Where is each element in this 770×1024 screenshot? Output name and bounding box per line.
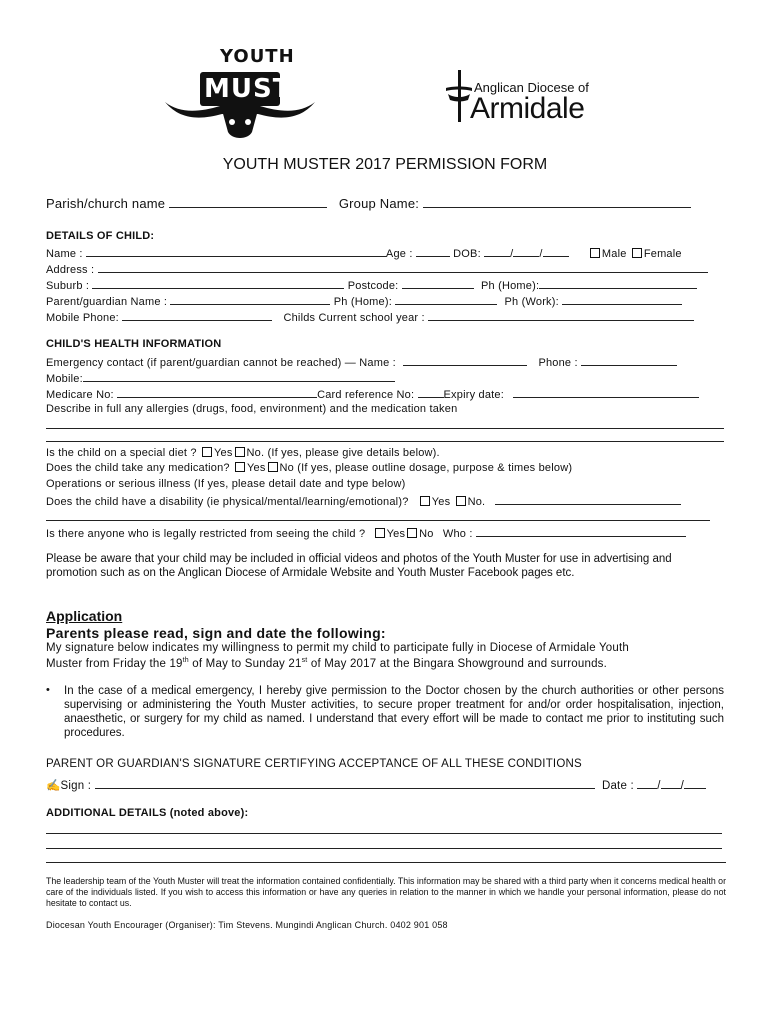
allergies-label: Describe in full any allergies (drugs, food, environment) and the medication taken	[46, 403, 458, 415]
additional-line-1[interactable]	[46, 833, 722, 834]
privacy-notice: The leadership team of the Youth Muster will treat the information contained confidentially. This information may be shared with a third party when it concerns medical health or care of the individuals listed. If you wish to access this information or have any queries in relation to the manner in which we handle your personal information, please do not hesitate to contact us.	[46, 876, 726, 908]
parish-field[interactable]	[169, 197, 327, 208]
application-p1: My signature below indicates my willingness to permit my child to participate fully in Diocese of Armidale Youth	[46, 642, 629, 654]
logo-text-youth: YOUTH	[220, 46, 295, 67]
emergency-mobile-field[interactable]	[83, 371, 395, 382]
disability-field[interactable]	[495, 494, 681, 505]
date-label: Date :	[601, 780, 634, 792]
age-label: Age :	[385, 248, 413, 260]
medicare-label: Medicare No:	[46, 389, 114, 401]
medication-yes-checkbox[interactable]	[235, 462, 245, 472]
address-row	[46, 262, 708, 276]
medication-yes-label: Yes	[246, 462, 266, 474]
restricted-no-checkbox[interactable]	[407, 528, 417, 538]
parent-ph-home-label: Ph (Home):	[333, 296, 392, 308]
medication-row	[46, 462, 572, 474]
diet-tail: (If yes, please give details below).	[267, 447, 440, 459]
ph-work-label: Ph (Work):	[504, 296, 559, 308]
ph-home-label: Ph (Home):	[480, 280, 540, 292]
additional-heading: ADDITIONAL DETAILS (noted above):	[46, 807, 249, 819]
emergency-mobile-label: Mobile:	[46, 373, 83, 385]
emergency-phone-field[interactable]	[581, 355, 677, 366]
suburb-label: Suburb :	[46, 280, 90, 292]
who-field[interactable]	[476, 526, 686, 537]
suburb-row	[46, 278, 697, 292]
medication-question: Does the child take any medication?	[46, 462, 230, 474]
group-label: Group Name:	[338, 196, 420, 211]
restricted-yes-label: Yes	[386, 528, 406, 540]
disability-no-checkbox[interactable]	[456, 496, 466, 506]
disability-yes-checkbox[interactable]	[420, 496, 430, 506]
address-field[interactable]	[98, 262, 708, 273]
allergies-line-2[interactable]	[46, 441, 724, 442]
diet-yes-checkbox[interactable]	[202, 447, 212, 457]
logo-text-muster: MUSTER	[204, 74, 332, 104]
application-p2	[46, 657, 607, 670]
disability-line-2[interactable]	[46, 520, 710, 521]
signature-field[interactable]	[95, 778, 595, 789]
organiser-contact: Diocesan Youth Encourager (Organiser): Tim Stevens. Mungindi Anglican Church. 0402 901 058	[46, 920, 448, 930]
ph-home-field[interactable]	[539, 278, 697, 289]
card-ref-label: Card reference No:	[317, 389, 415, 401]
restricted-yes-checkbox[interactable]	[375, 528, 385, 538]
dob-year-field[interactable]	[543, 246, 569, 257]
parent-field[interactable]	[170, 294, 330, 305]
mobile-field[interactable]	[122, 310, 272, 321]
expiry-label: Expiry date:	[443, 389, 504, 401]
youth-muster-logo	[160, 40, 332, 145]
application-p2-sup1: th	[182, 657, 189, 664]
restricted-question: Is there anyone who is legally restricted from seeing the child ?	[46, 528, 366, 540]
emergency-mobile-row	[46, 371, 395, 385]
parish-label: Parish/church name	[46, 196, 166, 211]
name-label: Name :	[46, 248, 83, 260]
parent-label: Parent/guardian Name :	[46, 296, 168, 308]
medication-no-checkbox[interactable]	[268, 462, 278, 472]
parent-row	[46, 294, 682, 308]
emergency-row	[46, 355, 677, 369]
media-notice: Please be aware that your child may be included in official videos and photos of the Youth Muster for use in advertising and promotion such as on the Anglican Diocese of Armidale Website and Youth Muster Facebook pages etc.	[46, 553, 672, 579]
medication-tail: (If yes, please outline dosage, purpose & times below)	[297, 462, 573, 474]
disability-row	[46, 494, 681, 508]
diet-question: Is the child on a special diet ?	[46, 447, 197, 459]
pen-icon: ✍	[46, 780, 61, 792]
emergency-phone-label: Phone :	[538, 357, 578, 369]
date-day-field[interactable]	[637, 778, 657, 789]
sign-label: Sign :	[60, 780, 92, 792]
diet-no-label: No.	[246, 447, 265, 459]
medicare-field[interactable]	[117, 387, 317, 398]
male-checkbox[interactable]	[590, 248, 600, 258]
bullet-icon: •	[46, 684, 50, 696]
additional-line-2[interactable]	[46, 848, 722, 849]
diocese-subtitle: Anglican Diocese of	[474, 80, 589, 95]
signature-heading: PARENT OR GUARDIAN'S SIGNATURE CERTIFYING ACCEPTANCE OF ALL THESE CONDITIONS	[46, 758, 582, 770]
diet-yes-label: Yes	[213, 447, 233, 459]
application-subheading: Parents please read, sign and date the following:	[46, 625, 386, 641]
operations-row: Operations or serious illness (If yes, please detail date and type below)	[46, 478, 406, 490]
date-month-field[interactable]	[661, 778, 681, 789]
ph-work-field[interactable]	[562, 294, 682, 305]
address-label: Address :	[46, 264, 95, 276]
female-label: Female	[643, 248, 682, 260]
disability-question: Does the child have a disability (ie physical/mental/learning/emotional)?	[46, 496, 409, 508]
restricted-row	[46, 526, 686, 540]
suburb-field[interactable]	[92, 278, 344, 289]
diet-no-checkbox[interactable]	[235, 447, 245, 457]
card-ref-field[interactable]	[418, 387, 444, 398]
date-year-field[interactable]	[684, 778, 706, 789]
application-p2-part1: Muster from Friday the 19	[46, 657, 183, 670]
medical-emergency-paragraph: In the case of a medical emergency, I hereby give permission to the Doctor chosen by the church authorities or other persons supervising or administering the Youth Muster activities, to secure proper treatment for and/or order hospitalisation, injection, anaesthetic, or surgery for my child as named. I understand that every effort will be made to contact me prior to instituting such procedures.	[64, 685, 724, 739]
application-p2-part2: of May to Sunday 21	[188, 657, 302, 670]
disability-yes-label: Yes	[431, 496, 451, 508]
parent-ph-home-field[interactable]	[395, 294, 497, 305]
male-label: Male	[601, 248, 627, 260]
postcode-label: Postcode:	[347, 280, 399, 292]
emergency-name-field[interactable]	[403, 355, 527, 366]
diet-row	[46, 447, 440, 459]
dob-month-field[interactable]	[513, 246, 539, 257]
postcode-field[interactable]	[402, 278, 474, 289]
application-p2-sup2: st	[301, 657, 308, 664]
disability-no-label: No.	[467, 496, 486, 508]
emergency-label: Emergency contact (if parent/guardian cannot be reached) — Name :	[46, 357, 396, 369]
additional-line-3[interactable]	[46, 862, 726, 863]
age-field[interactable]	[416, 246, 450, 257]
who-label: Who :	[442, 528, 473, 540]
group-field[interactable]	[423, 197, 691, 208]
application-heading: Application	[46, 608, 123, 624]
signature-row: ✍Sign : Date : / /	[46, 778, 706, 792]
school-year-label: Childs Current school year :	[283, 312, 425, 324]
medication-no-label: No	[279, 462, 294, 474]
medicare-row	[46, 387, 699, 401]
name-row: Name : Age : DOB: / / Male Female	[46, 248, 682, 260]
mobile-label: Mobile Phone:	[46, 312, 119, 324]
diocese-name: Armidale	[470, 92, 585, 125]
school-year-field[interactable]	[428, 310, 694, 321]
page-title: YOUTH MUSTER 2017 PERMISSION FORM	[222, 156, 548, 173]
name-field[interactable]	[86, 246, 386, 257]
application-p2-part3: of May 2017 at the Bingara Showground and surrounds.	[307, 657, 608, 670]
female-checkbox[interactable]	[632, 248, 642, 258]
details-child-heading: DETAILS OF CHILD:	[46, 230, 155, 242]
parish-row	[46, 196, 691, 211]
dob-day-field[interactable]	[484, 246, 510, 257]
mobile-row	[46, 310, 694, 324]
expiry-field[interactable]	[513, 387, 699, 398]
dob-label: DOB:	[453, 248, 481, 260]
health-heading: CHILD'S HEALTH INFORMATION	[46, 338, 222, 350]
allergies-line-1[interactable]	[46, 428, 724, 429]
diocese-logo	[444, 68, 614, 128]
restricted-no-label: No	[419, 528, 434, 540]
